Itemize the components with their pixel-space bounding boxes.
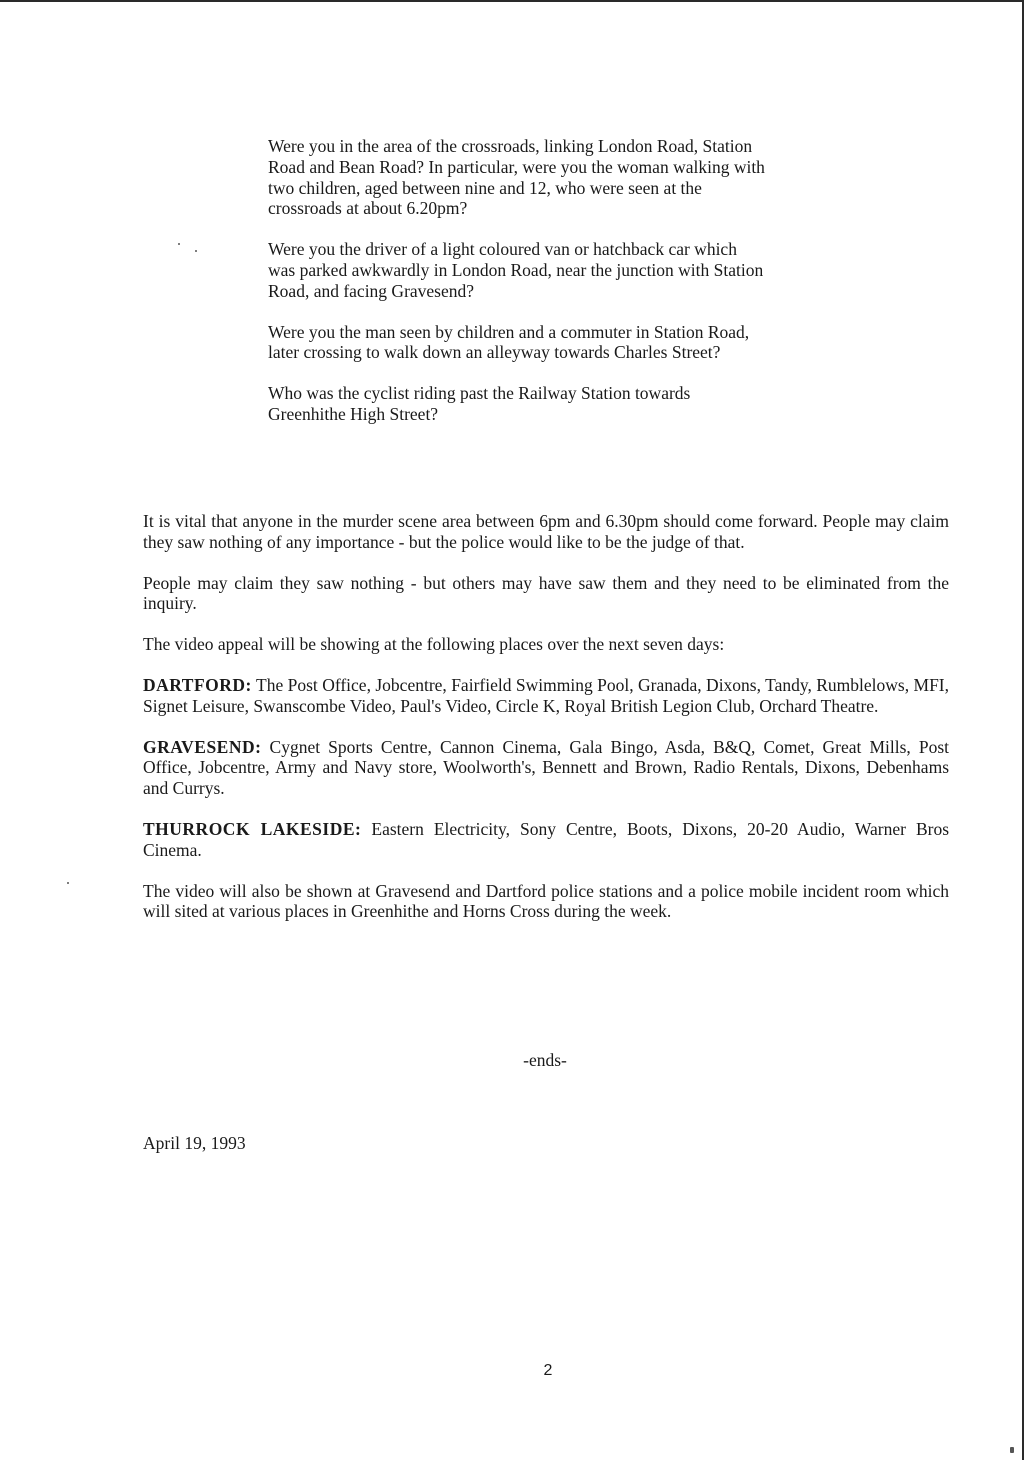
question-crossroads: Were you in the area of the crossroads, linking London Road, Station Road and Bean Road? In particular, were you the woman walking with two children, aged between nine and 12, who were seen at the crossroads at about 6.20pm? bbox=[268, 136, 765, 219]
location-name: THURROCK LAKESIDE: bbox=[143, 818, 362, 839]
location-name: DARTFORD: bbox=[143, 674, 252, 695]
paragraph-vital: It is vital that anyone in the murder scene area between 6pm and 6.30pm should come forward. People may claim they saw nothing of any importance - but the police would like to be the judge of that. bbox=[143, 511, 949, 552]
location-thurrock-lakeside bbox=[143, 819, 949, 861]
scan-speck bbox=[178, 243, 180, 245]
scan-speck bbox=[67, 882, 69, 884]
question-man-seen: Were you the man seen by children and a commuter in Station Road, later crossing to walk down an alleyway towards Charles Street? bbox=[268, 321, 750, 363]
ends-marker: -ends- bbox=[523, 1050, 567, 1070]
location-gravesend bbox=[143, 737, 949, 799]
paragraph-police-stations: The video will also be shown at Gravesend and Dartford police stations and a police mobile incident room which will sited at various places in Greenhithe and Horns Cross during the week. bbox=[143, 880, 949, 922]
scan-speck bbox=[195, 250, 197, 252]
location-places: Cygnet Sports Centre, Cannon Cinema, Gala Bingo, Asda, B&Q, Comet, Great Mills, Post Office, Jobcentre, Army and Navy store, Woolworth's, Bennett and Brown, Radio Rentals, Dixons, Debenhams and Currys. bbox=[143, 736, 949, 799]
page-edge-top bbox=[0, 0, 1024, 2]
location-places: The Post Office, Jobcentre, Fairfield Swimming Pool, Granada, Dixons, Tandy, Rumblelows, MFI, Signet Leisure, Swanscombe Video, Paul's Video, Circle K, Royal British Legion Club, Orchard Theatre. bbox=[143, 674, 949, 716]
witness-questions bbox=[268, 136, 768, 445]
question-van-driver: Were you the driver of a light coloured van or hatchback car which was parked awkwardly in London Road, near the junction with Station Road, and facing Gravesend? bbox=[268, 239, 764, 301]
document-date: April 19, 1993 bbox=[143, 1133, 246, 1153]
paragraph-eliminated: People may claim they saw nothing - but others may have saw them and they need to be eliminated from the inquiry. bbox=[143, 572, 949, 614]
location-name: GRAVESEND: bbox=[143, 736, 262, 757]
location-dartford bbox=[143, 675, 949, 717]
paragraph-showing-intro: The video appeal will be showing at the following places over the next seven days: bbox=[143, 634, 725, 655]
question-cyclist: Who was the cyclist riding past the Railway Station towards Greenhithe High Street? bbox=[268, 383, 691, 424]
appeal-body bbox=[143, 511, 949, 942]
location-places: Eastern Electricity, Sony Centre, Boots, Dixons, 20-20 Audio, Warner Bros Cinema. bbox=[143, 818, 950, 860]
page-number: 2 bbox=[543, 1362, 553, 1379]
scan-speck bbox=[1010, 1447, 1014, 1453]
